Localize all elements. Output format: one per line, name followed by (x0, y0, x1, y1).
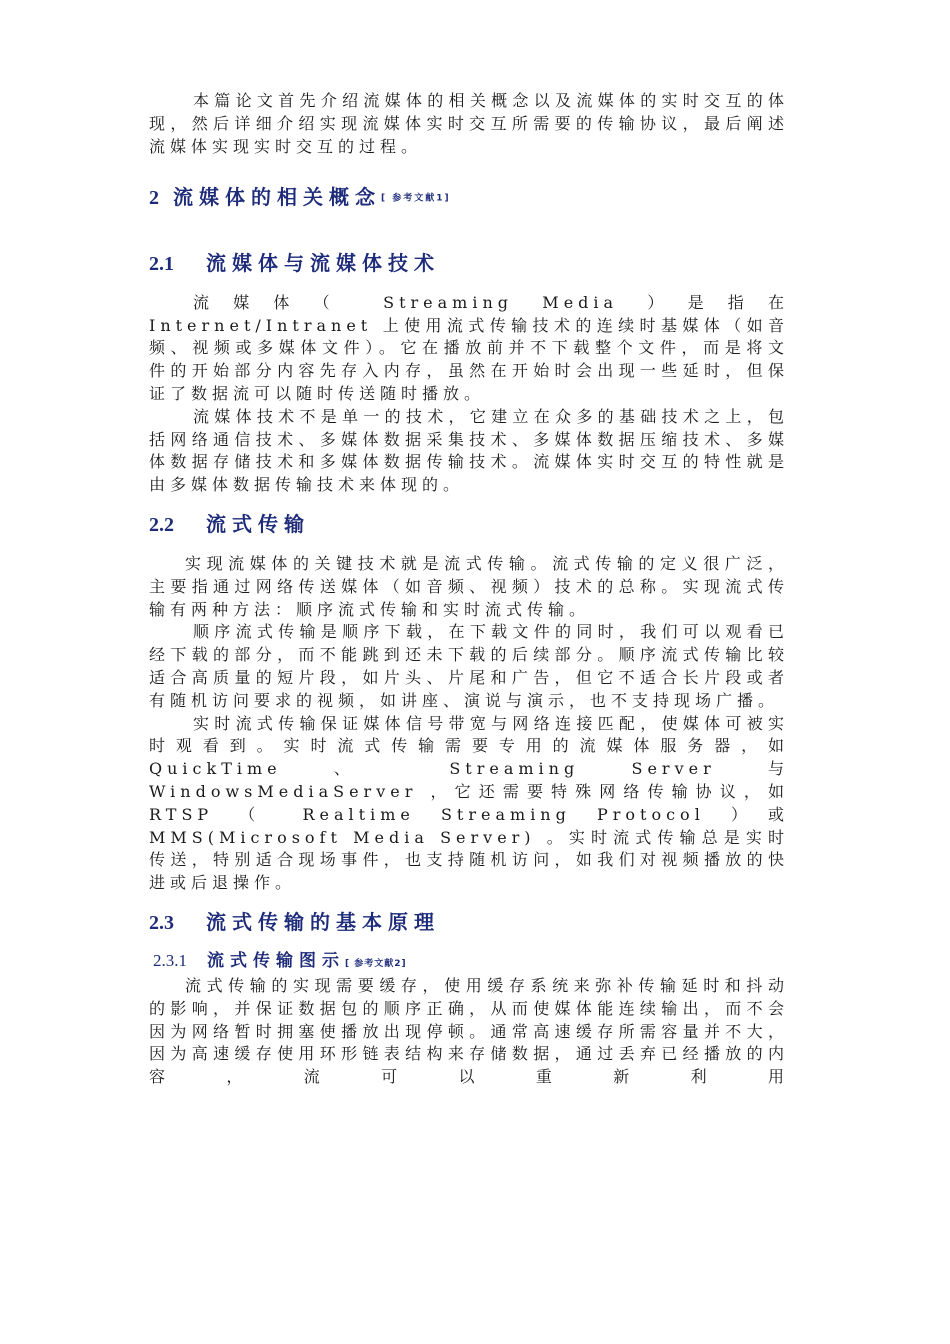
intro-paragraph: 本篇论文首先介绍流媒体的相关概念以及流媒体的实时交互的体现，然后详细介绍实现流媒体实时交互所需要的传输协议，最后阐述流媒体实现实时交互的过程。 (149, 91, 789, 156)
paragraph: 流式传输的实现需要缓存，使用缓存系统来弥补传输延时和抖动的影响，并保证数据包的顺序正确，从而使媒体能连续输出，而不会因为网络暂时拥塞使播放出现停顿。通常高速缓存所需容量并不大，因为高速缓存使用环形链表结构来存储数据，通过丢弃已经播放的内容，流可以重新利用 (149, 976, 789, 1087)
paragraph: 实时流式传输保证媒体信号带宽与网络连接匹配，使媒体可被实时观看到。实时流式传输需要专用的流媒体服务器，如 QuickTime 、 Streaming Server 与 WindowsMediaServer ，它还需要特殊网络传输协议，如 RTSP （ Realtime Streaming Protocol ）或 MMS(Microsoft Media Server) 。实时流式传输总是实时传送，特别适合现场事件，也支持随机访问，如我们对视频播放的快进或后退操作。 (149, 713, 789, 893)
paragraph: 流媒体（ Streaming Media ）是指在 Internet/Intranet 上使用流式传输技术的连续时基媒体（如音频、视频或多媒体文件）。它在播放前并不下载整个文件，而是将文件的开始部分内容先存入内存，虽然在开始时会出现一些延时，但保证了数据流可以随时传送随时播放。 (149, 292, 789, 404)
paragraph: 流媒体技术不是单一的技术，它建立在众多的基础技术之上，包括网络通信技术、多媒体数据采集技术、多媒体数据压缩技术、多媒体数据存储技术和多媒体数据传输技术。流媒体实时交互的特性就是由多媒体数据传输技术来体现的。 (149, 406, 789, 495)
section-number: 2 (149, 187, 159, 210)
reference-marker: [ 参考文献2] (345, 959, 407, 970)
section-2-heading (149, 184, 789, 212)
section-number: 2.3.1 (153, 951, 187, 971)
document-page (149, 90, 789, 1089)
reference-marker: [ 参考文献1] (381, 193, 451, 204)
section-number: 2.1 (149, 252, 174, 275)
section-title: 流式传输 (206, 512, 310, 537)
section-2-3-heading (149, 909, 789, 936)
section-title: 流式传输图示 (207, 951, 345, 972)
section-title: 流媒体的相关概念 (173, 185, 381, 210)
paragraph: 实现流媒体的关键技术就是流式传输。流式传输的定义很广泛，主要指通过网络传送媒体（如音频、视频）技术的总称。实现流式传输有两种方法：顺序流式传输和实时流式传输。 (149, 554, 789, 619)
section-title: 流媒体与流媒体技术 (206, 250, 440, 275)
section-2-1-heading (149, 250, 789, 277)
section-number: 2.2 (149, 514, 174, 537)
section-title: 流式传输的基本原理 (206, 910, 440, 935)
section-number: 2.3 (149, 912, 174, 935)
paragraph: 顺序流式传输是顺序下载，在下载文件的同时，我们可以观看已经下载的部分，而不能跳到还未下载的后续部分。顺序流式传输比较适合高质量的短片段，如片头、片尾和广告，但它不适合长片段或者有随机访问要求的视频，如讲座、演说与演示，也不支持现场广播。 (149, 622, 789, 710)
section-2-3-1-heading (149, 950, 789, 975)
section-2-2-heading (149, 511, 789, 538)
